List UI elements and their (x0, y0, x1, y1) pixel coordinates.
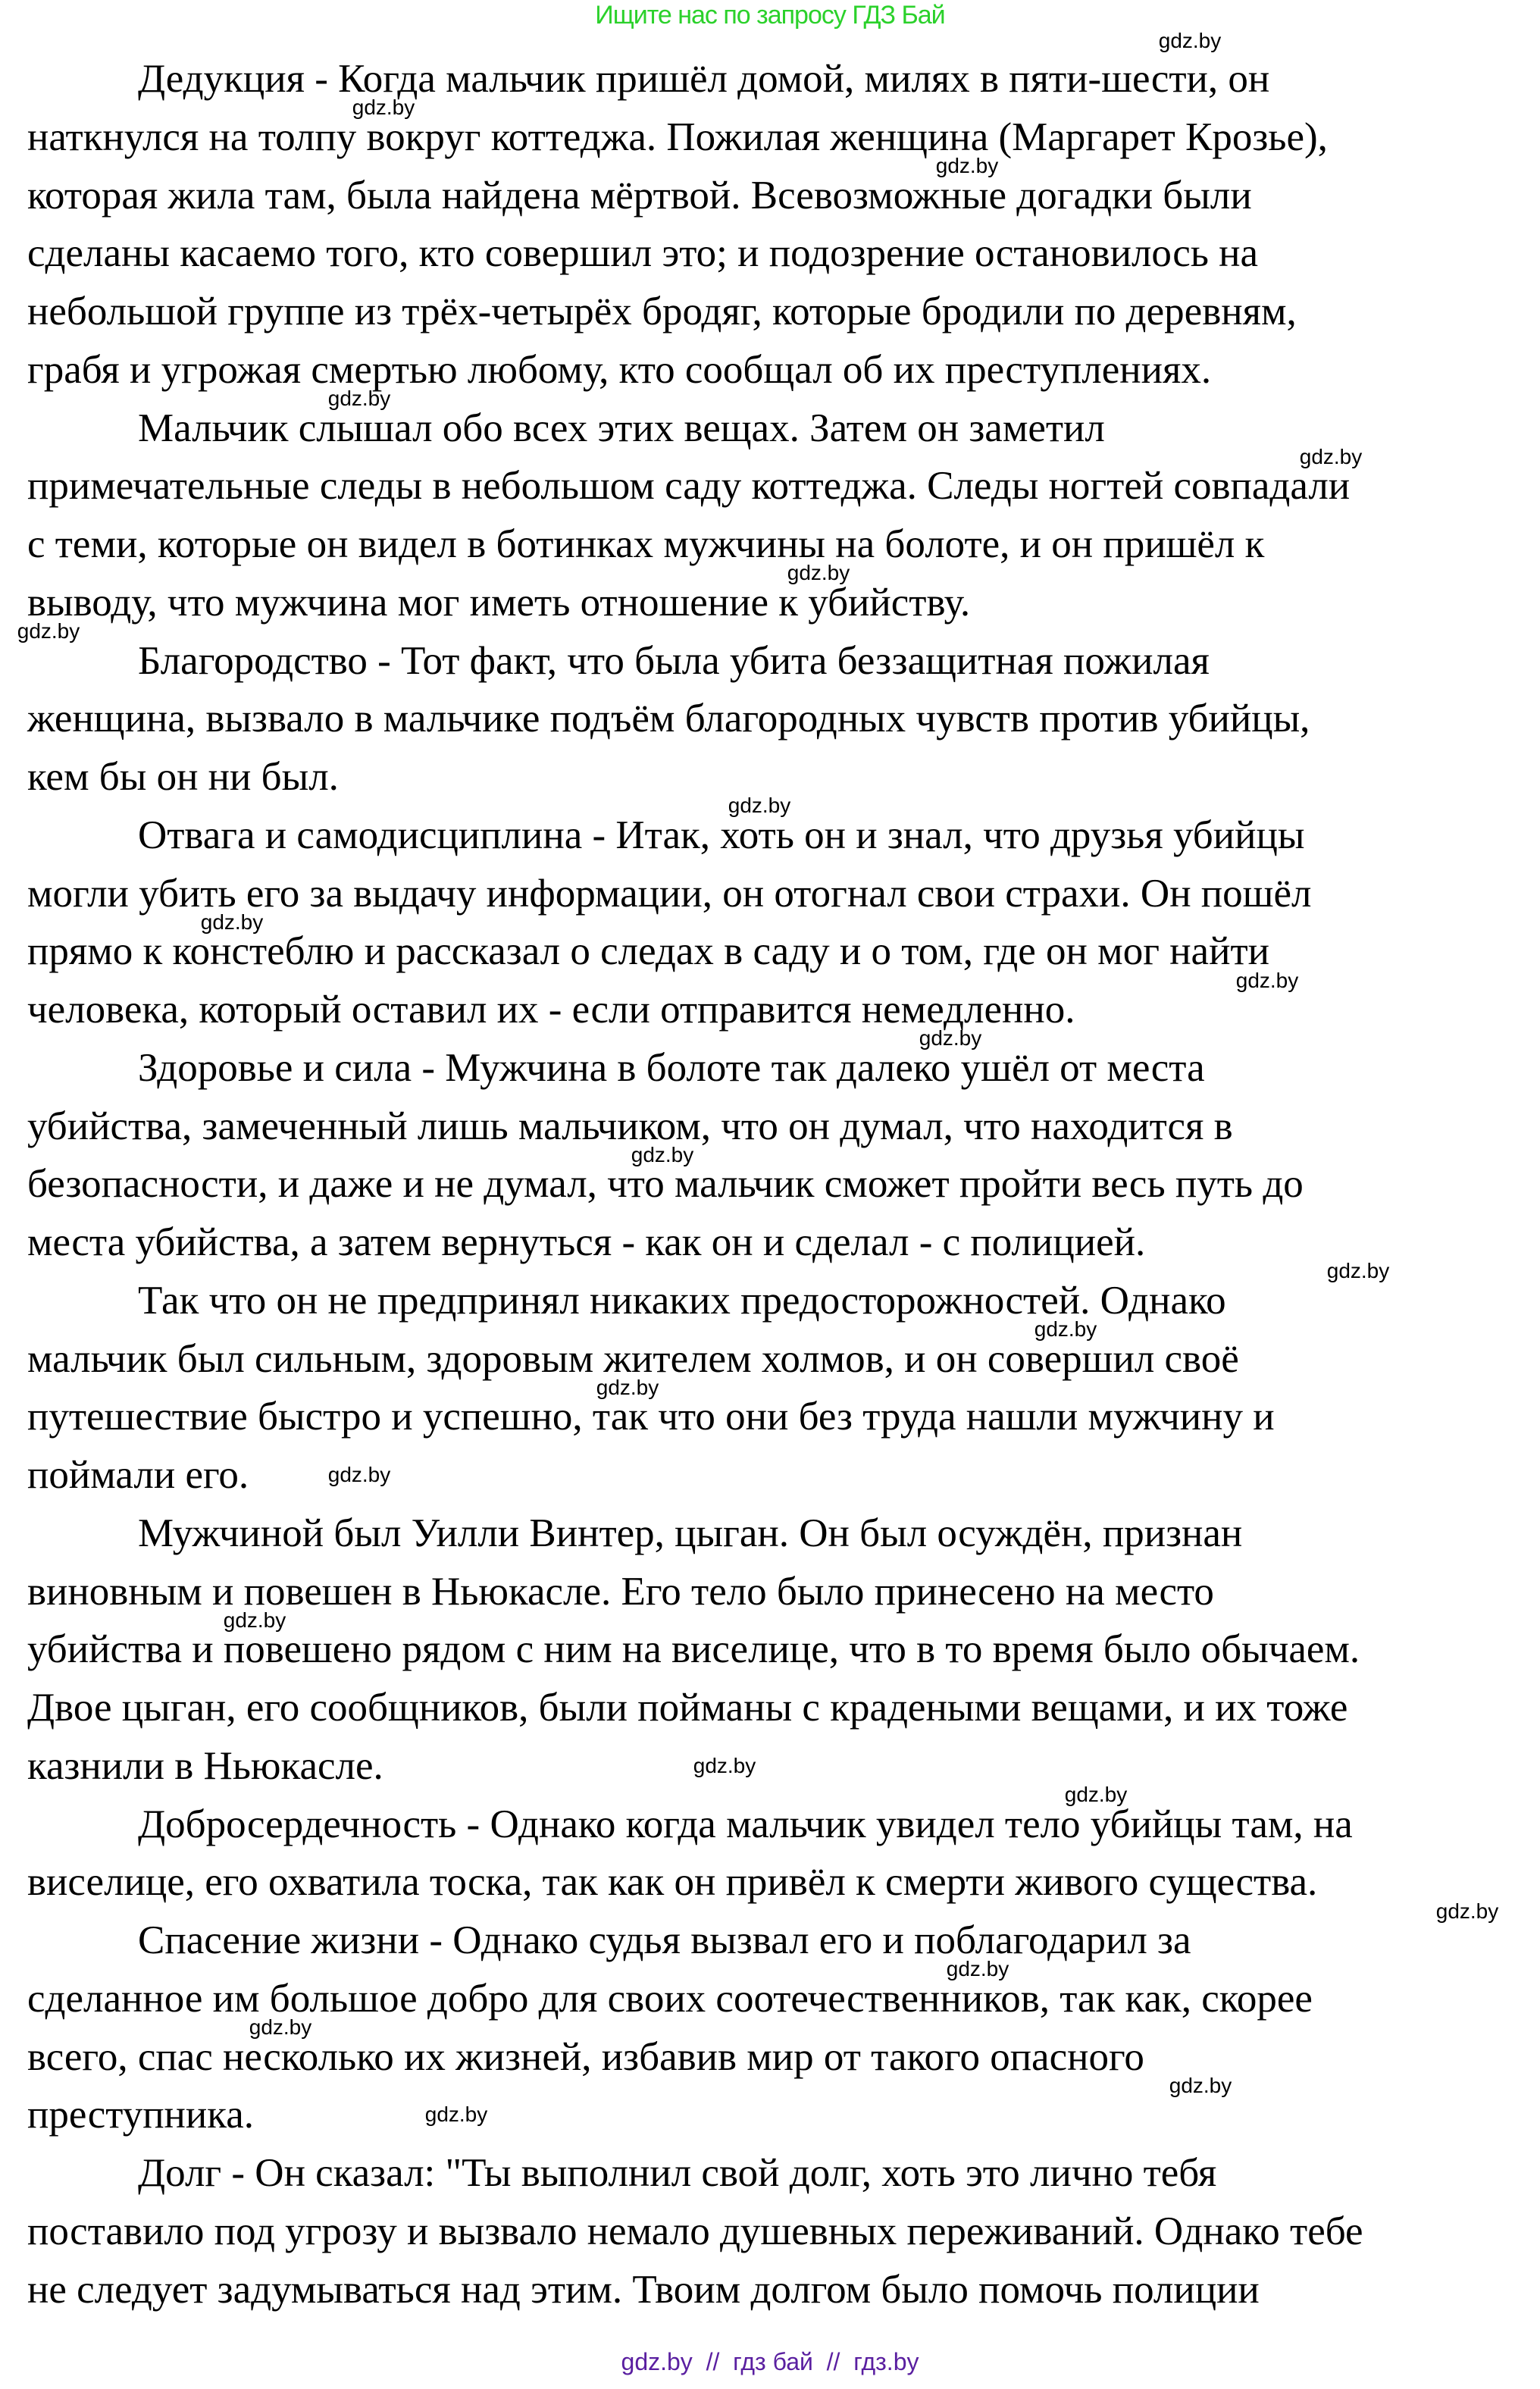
text-line: Мужчиной был Уилли Винтер, цыган. Он был осуждён, признан (138, 1511, 1243, 1555)
header-banner: Ищите нас по запросу ГДЗ Бай (595, 1, 945, 30)
text-line: Отвага и самодисциплина - Итак, хоть он и знал, что друзья убийцы (138, 813, 1305, 857)
text-line: преступника. (27, 2093, 255, 2137)
text-line: места убийства, а затем вернуться - как он и сделал - с полицией. (27, 1220, 1146, 1264)
text-line: Двое цыган, его сообщников, были пойманы с крадеными вещами, и их тоже (27, 1686, 1348, 1730)
watermark: gdz.by (919, 1026, 982, 1050)
watermark: gdz.by (946, 1957, 1009, 1981)
watermark: gdz.by (327, 387, 391, 411)
watermark: gdz.by (631, 1142, 694, 1166)
text-line: выводу, что мужчина мог иметь отношение к убийству. (27, 580, 971, 625)
watermark: gdz.by (1235, 968, 1299, 992)
watermark: gdz.by (327, 1463, 391, 1486)
text-line: грабя и угрожая смертью любому, кто сообщал об их преступлениях. (27, 347, 1212, 392)
text-line: кем бы он ни был. (27, 755, 339, 799)
text-line: человека, который оставил их - если отправится немедленно. (27, 988, 1075, 1032)
text-line: прямо к констеблю и рассказал о следах в саду и о том, где он мог найти (27, 929, 1269, 974)
text-line: путешествие быстро и успешно, так что они без труда нашли мужчину и (27, 1395, 1275, 1439)
text-line: Благородство - Тот факт, что была убита беззащитная пожилая (138, 638, 1210, 683)
paragraph (27, 632, 1528, 806)
watermark: gdz.by (728, 794, 791, 818)
text-line: женщина, вызвало в мальчике подъём благородных чувств против убийцы, (27, 697, 1310, 741)
watermark: gdz.by (1299, 444, 1363, 468)
text-line: Так что он не предпринял никаких предосторожностей. Однако (138, 1278, 1226, 1323)
document-body (27, 50, 1528, 2319)
paragraph (27, 2144, 1528, 2319)
text-line: поймали его. (27, 1453, 249, 1497)
text-line: Дедукция - Когда мальчик пришёл домой, милях в пяти-шести, он (138, 57, 1270, 101)
footer-banner: gdz.by // гдз бай // гдз.by (621, 2348, 919, 2375)
text-line: с теми, которые он видел в ботинках мужчины на болоте, и он пришёл к (27, 522, 1265, 566)
text-line: убийства и повешено рядом с ним на виселице, что в то время было обычаем. (27, 1627, 1360, 1672)
text-line: Добросердечность - Однако когда мальчик увидел тело убийцы там, на (138, 1802, 1353, 1846)
watermark: gdz.by (935, 154, 999, 178)
watermark: gdz.by (200, 910, 264, 934)
paragraph (27, 399, 1528, 632)
paragraph (27, 1796, 1528, 1912)
text-line: не следует задумываться над этим. Твоим долгом было помочь полиции (27, 2267, 1260, 2312)
text-line: могли убить его за выдачу информации, он отогнал свои страхи. Он пошёл (27, 871, 1312, 916)
text-line: Спасение жизни - Однако судья вызвал его и поблагодарил за (138, 1918, 1191, 1962)
text-line: виновным и повешен в Ньюкасле. Его тело было принесено на место (27, 1569, 1214, 1614)
text-line: казнили в Ньюкасле. (27, 1743, 383, 1788)
watermark: gdz.by (787, 561, 850, 585)
watermark: gdz.by (1326, 1259, 1390, 1283)
text-line: убийства, замеченный лишь мальчиком, что он думал, что находится в (27, 1104, 1233, 1148)
paragraph (27, 1039, 1528, 1272)
text-line: Мальчик слышал обо всех этих вещах. Затем он заметил (138, 405, 1105, 450)
text-line: наткнулся на толпу вокруг коттеджа. Пожилая женщина (Маргарет Крозье), (27, 114, 1328, 159)
text-line: которая жила там, была найдена мёртвой. Всевозможные догадки были (27, 173, 1252, 218)
text-line: Долг - Он сказал: "Ты выполнил свой долг, хоть это лично тебя (138, 2151, 1217, 2195)
text-line: сделанное им большое добро для своих соотечественников, так как, скорее (27, 1976, 1313, 2021)
watermark: gdz.by (17, 619, 80, 643)
watermark: gdz.by (249, 2015, 312, 2040)
text-line: безопасности, и даже и не думал, что мальчик сможет пройти весь путь до (27, 1162, 1304, 1207)
paragraph (27, 1504, 1528, 1796)
watermark: gdz.by (693, 1754, 756, 1777)
paragraph (27, 1272, 1528, 1504)
watermark: gdz.by (352, 95, 415, 120)
text-line: небольшой группе из трёх-четырёх бродяг, которые бродили по деревням, (27, 290, 1297, 333)
text-line: мальчик был сильным, здоровым жителем холмов, и он совершил своё (27, 1336, 1239, 1381)
watermark: gdz.by (1169, 2073, 1232, 2097)
text-line: Здоровье и сила - Мужчина в болоте так далеко ушёл от места (138, 1045, 1205, 1090)
watermark: gdz.by (1064, 1783, 1128, 1807)
watermark: gdz.by (1435, 1899, 1499, 1923)
watermark: gdz.by (596, 1375, 659, 1399)
watermark: gdz.by (1158, 29, 1222, 52)
text-line: поставило под угрозу и вызвало немало душевных переживаний. Однако тебе (27, 2209, 1363, 2253)
text-line: сделаны касаемо того, кто совершил это; и подозрение остановилось на (27, 231, 1259, 276)
watermark: gdz.by (1034, 1317, 1097, 1342)
text-line: примечательные следы в небольшом саду коттеджа. Следы ногтей совпадали (27, 464, 1351, 509)
watermark: gdz.by (424, 2103, 488, 2126)
text-line: всего, спас несколько их жизней, избавив мир от такого опасного (27, 2034, 1144, 2079)
text-line: виселице, его охватила тоска, так как он привёл к смерти живого существа. (27, 1860, 1318, 1905)
watermark: gdz.by (223, 1608, 286, 1632)
paragraph (27, 50, 1528, 399)
